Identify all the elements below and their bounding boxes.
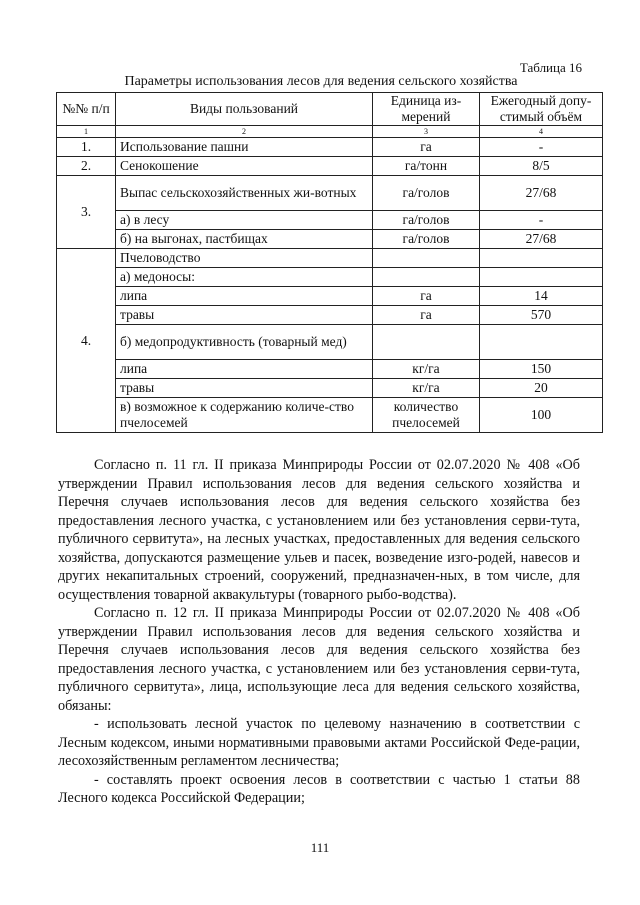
table-row <box>57 268 603 287</box>
row-name: Использование пашни <box>116 138 373 157</box>
row-value: 27/68 <box>480 176 603 211</box>
row-name: в) возможное к содержанию количе-ство пчелосемей <box>116 398 373 433</box>
paragraph: - использовать лесной участок по целевому назначению в соответствии с Лесным кодексом, иными нормативными правовыми актами Российской Феде-рации, лесохозяйственным регламентом лесничества; <box>58 716 580 769</box>
table-number: Таблица 16 <box>519 60 582 75</box>
table-index-row <box>57 126 603 138</box>
index-cell: 2 <box>116 126 373 138</box>
table-row <box>57 306 603 325</box>
row-value: 570 <box>480 306 603 325</box>
row-name: травы <box>116 306 373 325</box>
row-unit <box>373 249 480 268</box>
body-text <box>58 456 580 808</box>
row-name: Пчеловодство <box>116 249 373 268</box>
row-unit <box>373 325 480 360</box>
table-row <box>57 138 603 157</box>
row-value: 14 <box>480 287 603 306</box>
row-number: 2. <box>57 157 116 176</box>
row-value <box>480 249 603 268</box>
row-number: 3. <box>57 176 116 249</box>
table-row <box>57 230 603 249</box>
row-number: 4. <box>57 249 116 433</box>
row-value <box>480 325 603 360</box>
row-value: 100 <box>480 398 603 433</box>
row-value: 20 <box>480 379 603 398</box>
header-annual-volume: Ежегодный допу-стимый объём <box>480 93 603 126</box>
row-name: а) медоносы: <box>116 268 373 287</box>
row-value: 27/68 <box>480 230 603 249</box>
parameters-table <box>56 92 603 433</box>
row-unit: га <box>373 306 480 325</box>
row-name: Сенокошение <box>116 157 373 176</box>
index-cell: 1 <box>57 126 116 138</box>
row-value: - <box>480 211 603 230</box>
row-name: а) в лесу <box>116 211 373 230</box>
paragraph: Согласно п. 12 гл. II приказа Минприроды России от 02.07.2020 № 408 «Об утверждении Правил использования лесов для ведения сельского хозяйства и Перечня случаев использования лесов для ведения сельского хозяйства без предоставления лесного участка, с установлением или без установления серви-тута, публичного сервитута», лица, использующие леса для ведения сельского хозяйства, обязаны: <box>58 605 580 714</box>
row-name: Выпас сельскохозяйственных жи-вотных <box>116 176 373 211</box>
page-number: 111 <box>310 840 330 855</box>
row-name: липа <box>116 287 373 306</box>
header-number: №№ п/п <box>57 93 116 126</box>
row-unit: кг/га <box>373 360 480 379</box>
row-unit: га <box>373 138 480 157</box>
row-number: 1. <box>57 138 116 157</box>
row-value <box>480 268 603 287</box>
row-name: липа <box>116 360 373 379</box>
row-unit: га/голов <box>373 176 480 211</box>
table-row <box>57 360 603 379</box>
table-row <box>57 249 603 268</box>
row-unit <box>373 268 480 287</box>
row-value: 8/5 <box>480 157 603 176</box>
index-cell: 4 <box>480 126 603 138</box>
table-row <box>57 287 603 306</box>
header-unit: Единица из-мерений <box>373 93 480 126</box>
table-row <box>57 211 603 230</box>
table-row <box>57 176 603 211</box>
row-unit: га/голов <box>373 230 480 249</box>
header-usage-type: Виды пользований <box>116 93 373 126</box>
index-cell: 3 <box>373 126 480 138</box>
table-header-row <box>57 93 603 126</box>
paragraph: Согласно п. 11 гл. II приказа Минприроды России от 02.07.2020 № 408 «Об утверждении Правил использования лесов для ведения сельского хозяйства и Перечня случаев использования лесов для ведения сельского хозяйства без предоставления лесного участка, с установлением или без установления серви-тута, публичного сервитута», на лесных участках, предоставленных для ведения сельского хозяйства, допускаются размещение ульев и пасек, возведение изго-родей, навесов и других некапитальных строений, сооружений, предназначен-ных, в том числе, для осуществления товарной аквакультуры (товарного рыбо-водства). <box>58 457 580 603</box>
table-row <box>57 157 603 176</box>
row-unit: га <box>373 287 480 306</box>
row-name: травы <box>116 379 373 398</box>
row-name: б) медопродуктивность (товарный мед) <box>116 325 373 360</box>
row-value: 150 <box>480 360 603 379</box>
row-unit: количество пчелосемей <box>373 398 480 433</box>
row-unit: га/голов <box>373 211 480 230</box>
row-value: - <box>480 138 603 157</box>
row-unit: кг/га <box>373 379 480 398</box>
paragraph: - составлять проект освоения лесов в соответствии с частью 1 статьи 88 Лесного кодекса Российской Федерации; <box>58 771 580 806</box>
table-row <box>57 379 603 398</box>
table-row <box>57 325 603 360</box>
row-unit: га/тонн <box>373 157 480 176</box>
table-title: Параметры использования лесов для ведения сельского хозяйства <box>124 74 518 89</box>
row-name: б) на выгонах, пастбищах <box>116 230 373 249</box>
table-row <box>57 398 603 433</box>
